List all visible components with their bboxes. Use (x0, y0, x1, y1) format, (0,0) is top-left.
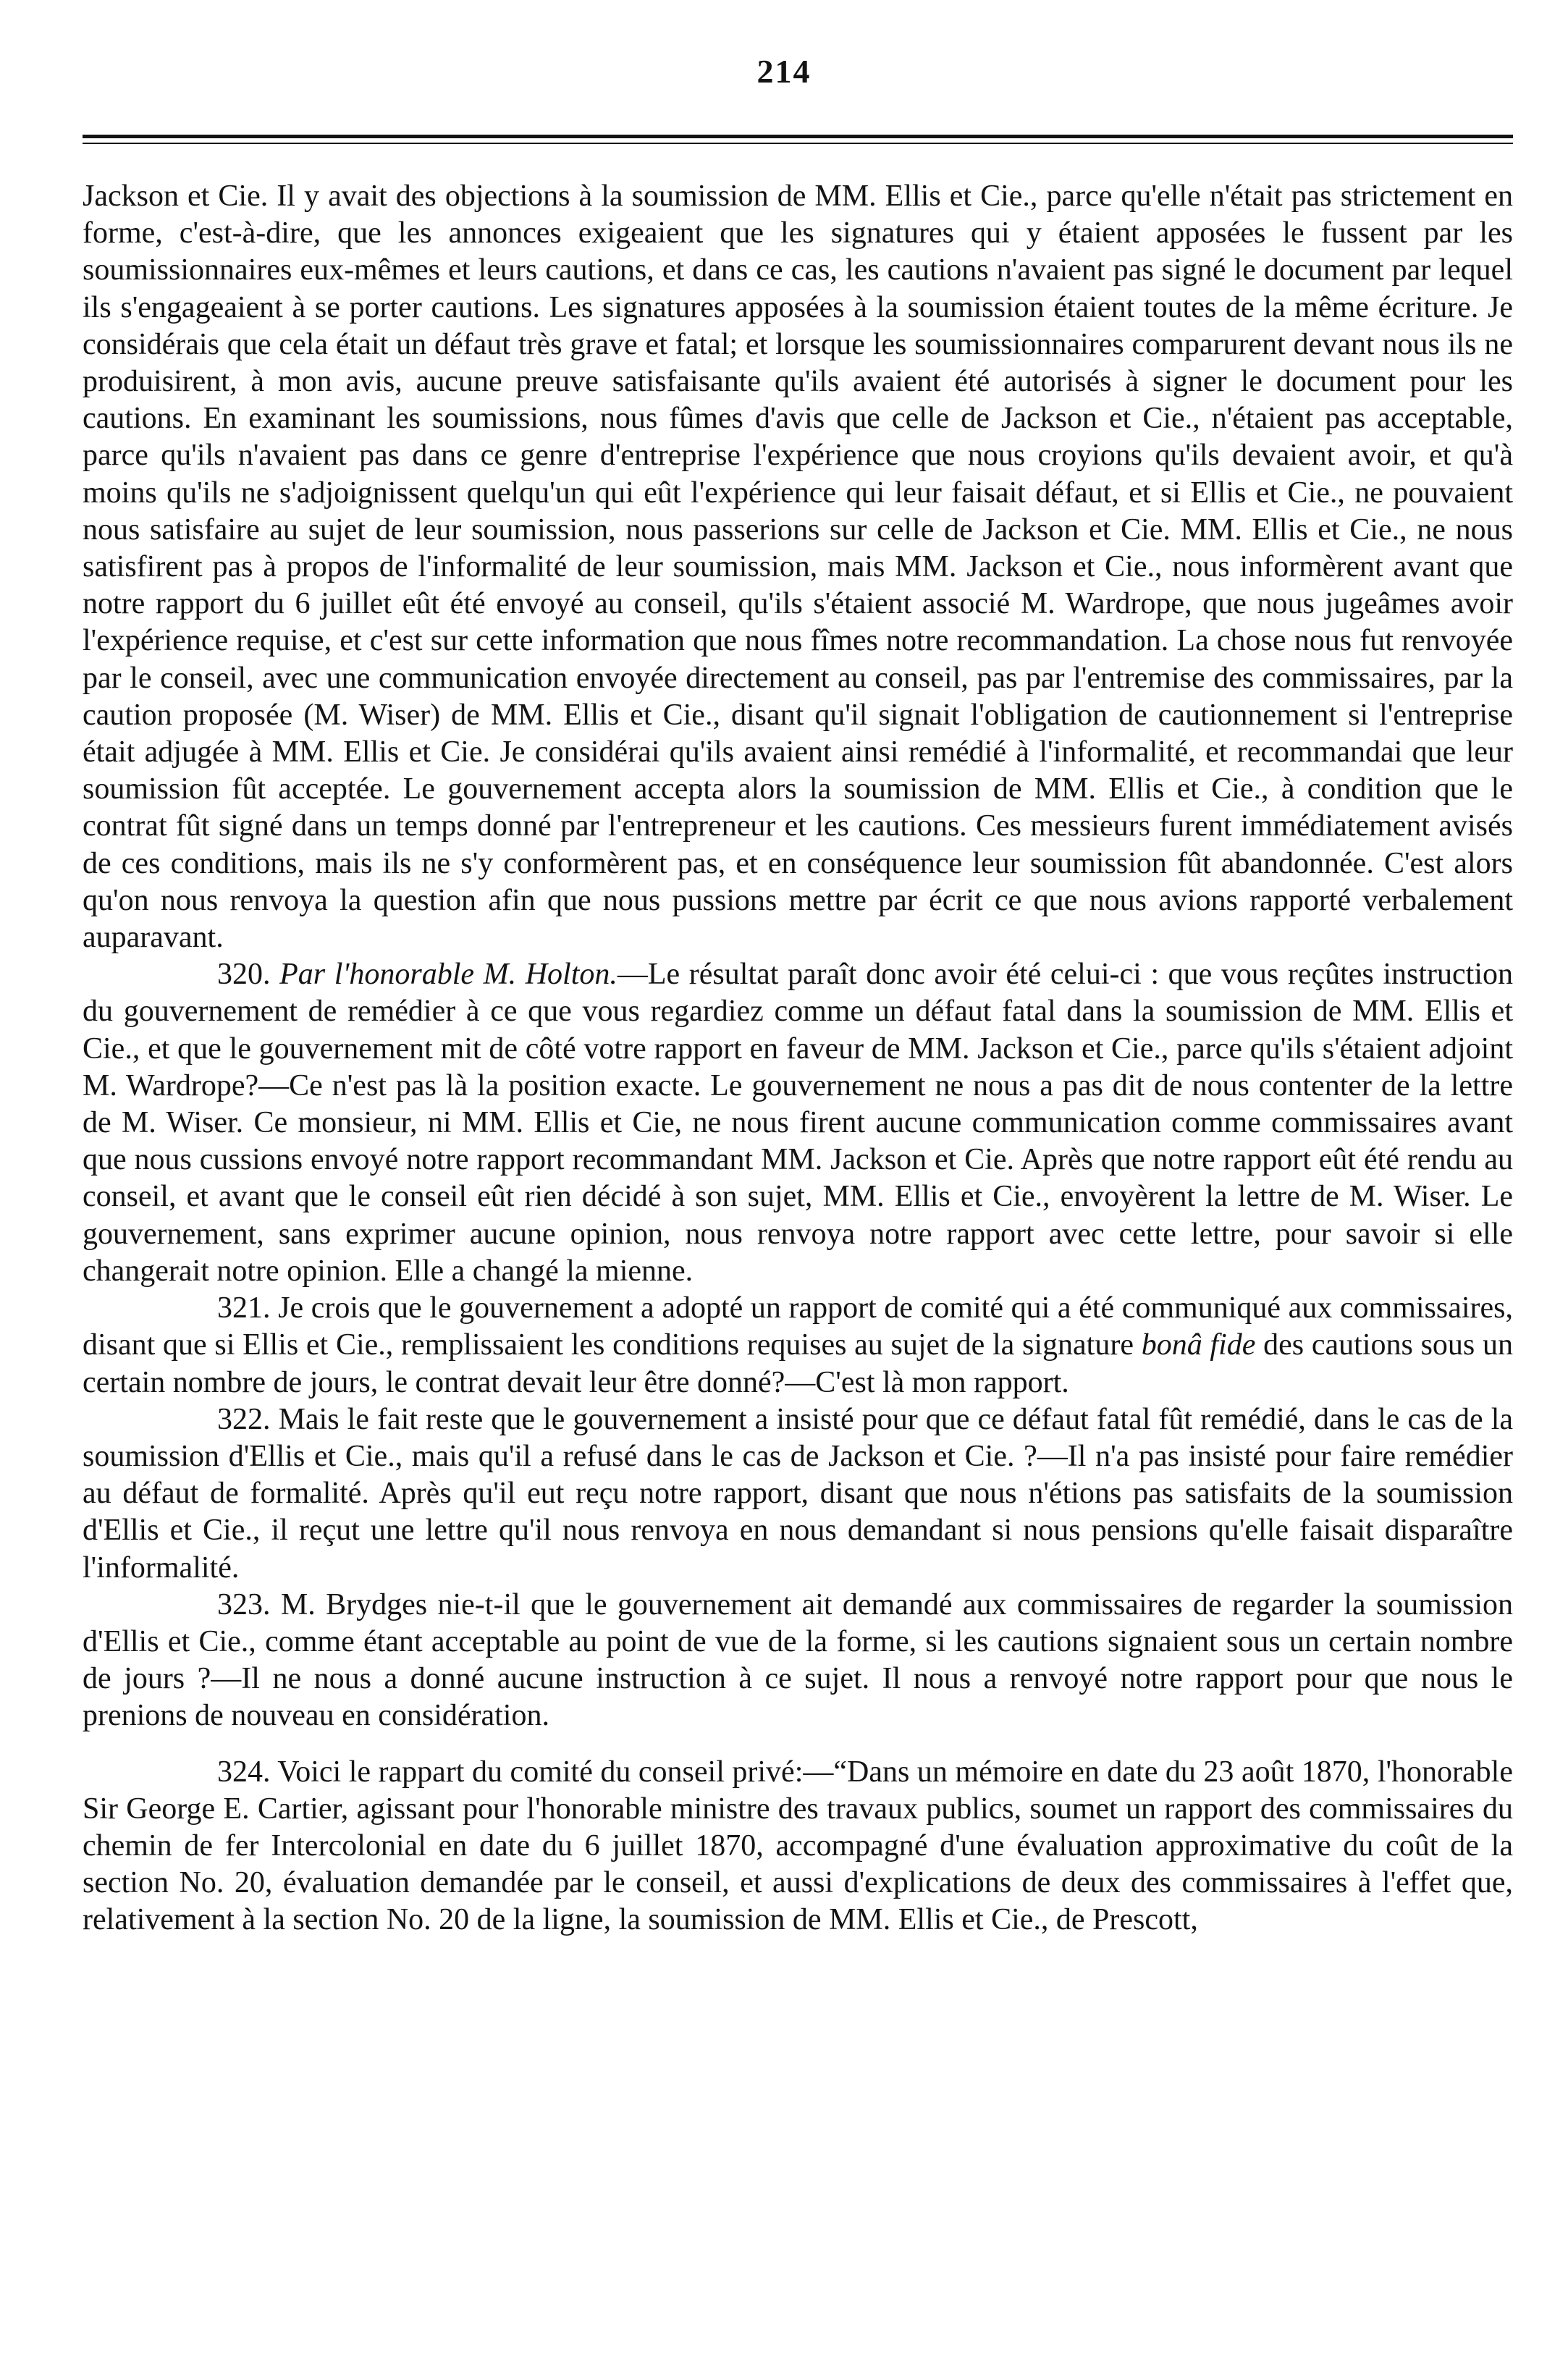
paragraph-322 (83, 1401, 1513, 1587)
paragraph-number: 321. (217, 1291, 271, 1325)
paragraph-text: Je crois que le gouvernement a adopté un rapport de comité qui a été communiqué aux commissaires, disant que si Ellis et Cie., remplissaient les conditions requises au sujet de la signature (83, 1291, 1514, 1362)
body-text (83, 178, 1513, 1939)
paragraph-text: —Le résultat paraît donc avoir été celui-ci : que vous reçûtes instruction du gouvernement de remédier à ce que vous regardiez comme un défaut fatal dans la soumission de MM. Ellis et Cie., et que le gouvernement mit de côté votre rapport en faveur de MM. Jackson et Cie., parce qu'ils s'étaient adjoint M. Wardrope?—Ce n'est pas là la position exacte. Le gouvernement ne nous a pas dit de nous contenter de la lettre de M. Wiser. Ce monsieur, ni MM. Ellis et Cie, ne nous firent aucune communication comme commissaires avant que nous cussions envoyé notre rapport recommandant MM. Jackson et Cie. Après que notre rapport eût été rendu au conseil, et avant que le conseil eût rien décidé à son sujet, MM. Ellis et Cie., envoyèrent la lettre de M. Wiser. Le gouvernement, sans exprimer aucune opinion, nous renvoya notre rapport avec cette lettre, pour savoir si elle changerait notre opinion. Elle a changé la mienne. (83, 958, 1514, 1288)
italic-term: bonâ fide (1141, 1328, 1256, 1362)
header-rule-thick (83, 135, 1513, 138)
paragraph-text-after: des cautions sous un certain nombre de jours, le contrat devait leur être donné?—C'est là mon rapport. (83, 1328, 1513, 1399)
paragraph-continuation (83, 178, 1513, 956)
paragraph-number: 323. (217, 1587, 271, 1621)
paragraph-number: 324. (217, 1755, 271, 1789)
paragraph-number: 320. (217, 958, 271, 992)
paragraph-321 (83, 1290, 1513, 1401)
paragraph-320 (83, 956, 1513, 1290)
paragraph-323 (83, 1587, 1513, 1735)
paragraph-number: 322. (217, 1402, 271, 1436)
paragraph-text: Jackson et Cie. Il y avait des objections à la soumission de MM. Ellis et Cie., parce qu'elle n'était pas strictement en forme, c'est-à-dire, que les annonces exigeaient que les signatures qui y étaient apposées le fussent par les soumissionnaires eux-mêmes et leurs cautions, et dans ce cas, les cautions n'avaient pas signé le document par lequel ils s'engageaient à se porter cautions. Les signatures apposées à la soumission étaient toutes de la même écriture. Je considérais que cela était un défaut très grave et fatal; et lorsque les soumissionnaires comparurent devant nous ils ne produisirent, à mon avis, aucune preuve satisfaisante qu'ils avaient été autorisés à signer le document pour les cautions. En examinant les soumissions, nous fûmes d'avis que celle de Jackson et Cie., n'étaient pas acceptable, parce qu'ils n'avaient pas dans ce genre d'entreprise l'expérience que nous croyions qu'ils devaient avoir, et qu'à moins qu'ils ne s'adjoignissent quelqu'un qui eût l'expérience qui leur faisait défaut, et si Ellis et Cie., ne pouvaient nous satisfaire au sujet de leur soumission, nous passerions sur celle de Jackson et Cie. MM. Ellis et Cie., ne nous satisfirent pas à propos de l'informalité de leur soumission, mais MM. Jackson et Cie., nous informèrent avant que notre rapport du 6 juillet eût été envoyé au conseil, qu'ils s'étaient associé M. Wardrope, que nous jugeâmes avoir l'expérience requise, et c'est sur cette information que nous fîmes notre recommandation. La chose nous fut renvoyée par le conseil, avec une communication envoyée directement au conseil, pas par l'entremise des commissaires, par la caution proposée (M. Wiser) de MM. Ellis et Cie., disant qu'il signait l'obligation de cautionnement si l'entreprise était adjugée à MM. Ellis et Cie. Je considérai qu'ils avaient ainsi remédié à l'informalité, et recommandai que leur soumission fût acceptée. Le gouvernement accepta alors la soumission de MM. Ellis et Cie., à condition que le contrat fût signé dans un temps donné par l'entrepreneur et les cautions. Ces messieurs furent immédiatement avisés de ces conditions, mais ils ne s'y conformèrent pas, et en conséquence leur soumission fût abandonnée. C'est alors qu'on nous renvoya la question afin que nous pussions mettre par écrit ce que nous avions rapporté verbalement auparavant. (83, 180, 1513, 955)
paragraph-text: Mais le fait reste que le gouvernement a insisté pour que ce défaut fatal fût remédié, dans le cas de la soumission d'Ellis et Cie., mais qu'il a refusé dans le cas de Jackson et Cie. ?—Il n'a pas insisté pour faire remédier au défaut de formalité. Après qu'il eut reçu notre rapport, disant que nous n'étions pas satisfaits de la soumission d'Ellis et Cie., il reçut une lettre qu'il nous renvoya en nous demandant si nous pensions qu'elle faisait disparaître l'informalité. (83, 1402, 1514, 1585)
speaker-attribution: Par l'honorable M. Holton. (279, 958, 617, 992)
paragraph-text: M. Brydges nie-t-il que le gouvernement ait demandé aux commissaires de regarder la soumission d'Ellis et Cie., comme étant acceptable au point de vue de la forme, si les cautions signaient sous un certain nombre de jours ?—Il ne nous a donné aucune instruction à ce sujet. Il nous a renvoyé notre rapport pour que nous le prenions de nouveau en considération. (83, 1587, 1513, 1733)
paragraph-text: Voici le rappart du comité du conseil privé:—“Dans un mémoire en date du 23 août 1870, l'honorable Sir George E. Cartier, agissant pour l'honorable ministre des travaux publics, soumet un rapport des commissaires du chemin de fer Intercolonial en date du 6 juillet 1870, accompagné d'une évaluation approximative du coût de la section No. 20, évaluation demandée par le conseil, et aussi d'explications de deux des commissaires à l'effet que, relativement à la section No. 20 de la ligne, la soumission de MM. Ellis et Cie., de Prescott, (83, 1755, 1513, 1937)
page-number: 214 (756, 53, 812, 90)
header-rule-thin (83, 143, 1513, 144)
paragraph-324 (83, 1754, 1513, 1939)
